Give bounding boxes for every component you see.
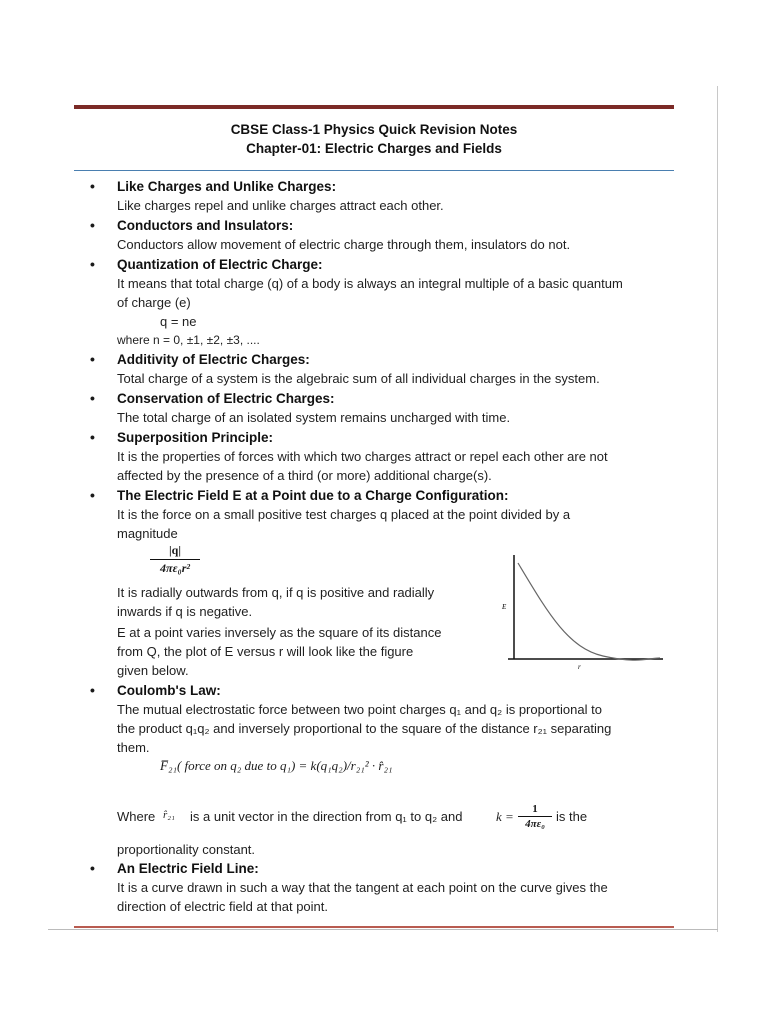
k-equals: k =: [496, 809, 514, 824]
unit-vector-symbol: r̂₂₁: [163, 809, 175, 821]
coulomb-where-suffix: is the: [556, 809, 588, 824]
section-heading: An Electric Field Line:: [117, 861, 259, 876]
section-heading: Like Charges and Unlike Charges:: [117, 179, 337, 194]
section-heading: Conservation of Electric Charges:: [117, 391, 335, 406]
section-text: Total charge of a system is the algebraic sum of all individual charges in the system.: [117, 371, 600, 386]
document-title: CBSE Class-1 Physics Quick Revision Notes: [230, 122, 518, 137]
page-bottom-edge: [48, 929, 718, 930]
bullet-icon: •: [90, 429, 95, 445]
section-text: proportionality constant.: [117, 842, 256, 857]
section-text: It is a curve drawn in such a way that the tangent at each point on the curve gives the: [117, 880, 608, 895]
page-right-edge: [717, 86, 718, 932]
bullet-icon: •: [90, 178, 95, 194]
graph-curve: [518, 563, 660, 660]
section-text: It is the properties of forces with which two charges attract or repel each other are not: [117, 449, 608, 464]
bullet-icon: •: [90, 390, 95, 406]
header-divider: [74, 170, 674, 171]
section-text: It is the force on a small positive test charges q placed at the point divided by a: [117, 507, 571, 522]
section-text: inwards if q is negative.: [117, 604, 253, 619]
coulomb-formula: F̅₂₁( force on q₂ due to q₁) = k(q₁q₂)/r₂₁² · r̂₂₁: [160, 758, 393, 773]
section-heading: Coulomb's Law:: [117, 683, 221, 698]
bullet-icon: •: [90, 217, 95, 233]
section-heading: Additivity of Electric Charges:: [117, 352, 310, 367]
section-heading: Superposition Principle:: [117, 430, 274, 445]
section-text: of charge (e): [117, 295, 191, 310]
section-text: It means that total charge (q) of a body is always an integral multiple of a basic quantum: [117, 276, 623, 291]
top-divider: [74, 105, 674, 109]
formula-q-ne: q = ne: [160, 314, 197, 329]
k-numerator: 1: [518, 803, 552, 817]
section-text: The total charge of an isolated system remains uncharged with time.: [117, 410, 511, 425]
e-vs-r-graph: [498, 553, 668, 673]
section-heading: The Electric Field E at a Point due to a Charge Configuration:: [117, 488, 509, 503]
section-text: E at a point varies inversely as the square of its distance: [117, 625, 442, 640]
section-heading: Quantization of Electric Charge:: [117, 257, 323, 272]
section-text: Conductors allow movement of electric charge through them, insulators do not.: [117, 237, 571, 252]
chapter-title: Chapter-01: Electric Charges and Fields: [246, 141, 502, 156]
section-text: Like charges repel and unlike charges attract each other.: [117, 198, 444, 213]
section-text: the product q₁q₂ and inversely proportional to the square of the distance r₂₁ separating: [117, 721, 612, 736]
section-text: where n = 0, ±1, ±2, ±3, ....: [117, 333, 260, 347]
section-text: given below.: [117, 663, 189, 678]
coulomb-where-prefix: Where: [117, 809, 156, 824]
bullet-icon: •: [90, 256, 95, 272]
section-text: magnitude: [117, 526, 178, 541]
section-text: affected by the presence of a third (or more) additional charge(s).: [117, 468, 492, 483]
k-constant-formula: [518, 803, 552, 830]
bullet-icon: •: [90, 351, 95, 367]
section-text: direction of electric field at that point.: [117, 899, 329, 914]
field-formula-denominator: 4πε₀r²: [160, 561, 190, 575]
bullet-icon: •: [90, 487, 95, 503]
section-text: The mutual electrostatic force between two point charges q₁ and q₂ is proportional to: [117, 702, 602, 717]
bullet-icon: •: [90, 682, 95, 698]
field-formula-numerator: |q|: [150, 543, 200, 560]
graph-x-label: r: [578, 663, 581, 671]
k-denominator: 4πε₀: [525, 818, 545, 830]
bullet-icon: •: [90, 860, 95, 876]
coulomb-where-text: is a unit vector in the direction from q₁ to q₂ and: [190, 809, 463, 824]
field-formula: [150, 543, 200, 576]
section-text: them.: [117, 740, 150, 755]
bottom-divider: [74, 926, 674, 928]
graph-y-label: E: [502, 603, 507, 611]
section-text: It is radially outwards from q, if q is positive and radially: [117, 585, 435, 600]
section-text: from Q, the plot of E versus r will look like the figure: [117, 644, 414, 659]
section-heading: Conductors and Insulators:: [117, 218, 294, 233]
